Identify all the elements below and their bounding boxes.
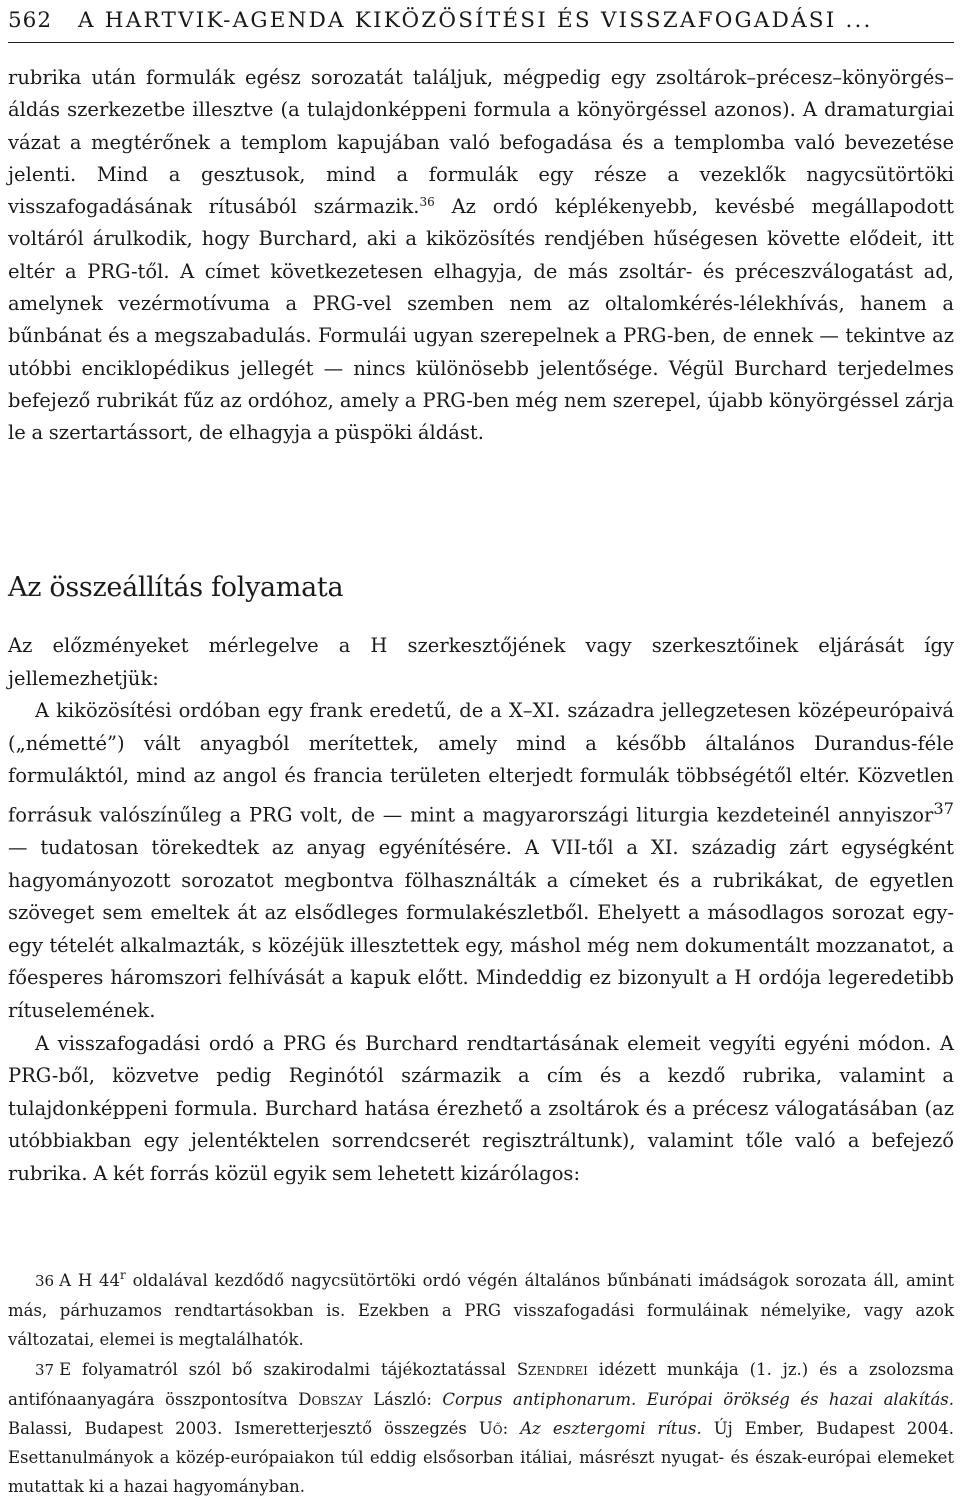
footnote-text: E folyamatról szól bő szakirodalmi tájékoztatással: [59, 1359, 517, 1379]
section-body: [8, 630, 954, 1191]
running-title: A HARTVIK-AGENDA KIKÖZÖSÍTÉSI ÉS VISSZAFOGADÁSI ...: [78, 8, 873, 33]
section-heading: Az összeállítás folyamata: [8, 572, 344, 603]
work-title: Corpus antiphonarum. Európai örökség és hazai alakítás.: [442, 1389, 954, 1409]
intro-text-2: Az ordó képlékenyebb, kevésbé megállapodott voltáról árulkodik, hogy Burchard, aki a kiközösítés rendjében hűségesen követte elődeit, itt eltér a PRG-től. A címet következetesen elhagyja, de más zsoltár- és préceszválogatást ad, amelynek vezérmotívuma a PRG-vel szemben nem az oltalomkérés-lélekhívás, hanem a bűnbánat és a megszabadulás. Formulái ugyan szerepelnek a PRG-ben, de ennek — tekintve az utóbbi enciklopédikus jellegét — nincs különösebb jelentősége. Végül Burchard terjedelmes befejező rubrikát fűz az ordóhoz, amely a PRG-ben még nem szerepel, újabb könyörgéssel zárja le a szertartássort, de elhagyja a püspöki áldást.: [8, 195, 954, 445]
header-rule: [8, 42, 954, 43]
footnote-37: [8, 1355, 954, 1502]
footnote-text: :: [502, 1419, 521, 1439]
author-name: Szendrei: [516, 1359, 588, 1379]
section-paragraph-1: [8, 695, 954, 1027]
section-lead: Az előzményeket mérlegelve a H szerkesztőjének vagy szerkesztőinek eljárását így jellemezhetjük:: [8, 634, 954, 690]
footnote-36: [8, 1266, 954, 1355]
footnote-text: László:: [362, 1389, 443, 1409]
running-header: [8, 7, 954, 35]
footnote-ref-37[interactable]: 37: [933, 798, 954, 818]
page-number: 562: [8, 8, 53, 33]
footnote-text: A H 44: [59, 1271, 121, 1290]
footnote-text: oldalával kezdődő nagycsütörtöki ordó végén általános bűnbánati imádságok sorozata áll, amint más, párhuzamos rendtartásokban is. Ezekben a PRG visszafogadási formuláinak némelyike, vagy azok változatai, elemei is megtalálhatók.: [8, 1271, 954, 1350]
footnotes: [8, 1266, 954, 1502]
footnote-text: Új Ember, Budapest 2004. Esettanulmányok a közép-európaiakon túl eddig elsősorban itáliai, másrészt nyugat- és észak-európai elemeket mutattak ki a hazai hagyományban.: [8, 1419, 954, 1497]
footnote-number: 36: [35, 1272, 55, 1290]
footnote-ref-36[interactable]: 36: [419, 195, 435, 210]
footnote-number: 37: [35, 1360, 55, 1379]
footnote-superscript: r: [120, 1268, 126, 1282]
work-title: Az esztergomi rítus.: [520, 1419, 702, 1439]
author-name: Dobszay: [298, 1389, 363, 1409]
intro-text-1: rubrika után formulák egész sorozatát találjuk, mégpedig egy zsoltárok–précesz–könyörgés–áldás szerkezetbe illesztve (a tulajdonképpeni formula a könyörgéssel azonos). A dramaturgiai vázat a megtérőnek a templom kapujában való befogadása és a templomba való bevezetése jelenti. Mind a gesztusok, mind a formulák egy része a vezeklők nagycsütörtöki visszafogadásának rítusából származik.: [8, 66, 954, 219]
author-name: Uő: [478, 1419, 503, 1439]
section-para1-text-1: A kiközösítési ordóban egy frank eredetű, de a X–XI. századra jellegzetesen középeurópaivá („németté”) vált anyagból merítettek, amely mind a később általános Durandus-féle formuláktól, mind az angol és francia területen elterjedt formulák többségétől eltér. Közvetlen forrásuk valószínűleg a PRG volt, de — mint a magyarországi liturgia kezdeteinél annyiszor: [8, 699, 954, 827]
footnote-text: idézett munkája (1. jz.) és a zsolozsma antifónaanyagára összpontosítva: [8, 1359, 954, 1409]
section-para1-text-2: — tudatosan törekedtek az anyag egyénítésére. A VII-től a XI. századig zárt egységként hagyományozott sorozatot megbontva fölhasználták a címeket és a rubrikákat, de egyetlen szöveget sem emeltek át az elsődleges formulakészletből. Ehelyett a másodlagos sorozat egy-egy tételét alkalmazták, s közéjük illesztettek egy, máshol még nem dokumentált mozzanatot, a főesperes háromszori felhívását a kapuk előtt. Mindeddig ez bizonyult a H ordója legeredetibb rítuselemének.: [8, 836, 954, 1023]
section-paragraph-2: A visszafogadási ordó a PRG és Burchard rendtartásának elemeit vegyíti egyéni módon. A PRG-ből, közvetve pedig Reginótól származik a cím és a kezdő rubrika, valamint a tulajdonképpeni formula. Burchard hatása érezhető a zsoltárok és a précesz válogatásában (az utóbbiakban egy jelentéktelen sorrendcserét regisztráltunk), valamint tőle való a befejező rubrika. A két forrás közül egyik sem lehetett kizárólagos:: [8, 1031, 954, 1185]
intro-paragraph: [8, 62, 954, 450]
footnote-text: Balassi, Budapest 2003. Ismeretterjesztő összegzés: [8, 1419, 479, 1439]
